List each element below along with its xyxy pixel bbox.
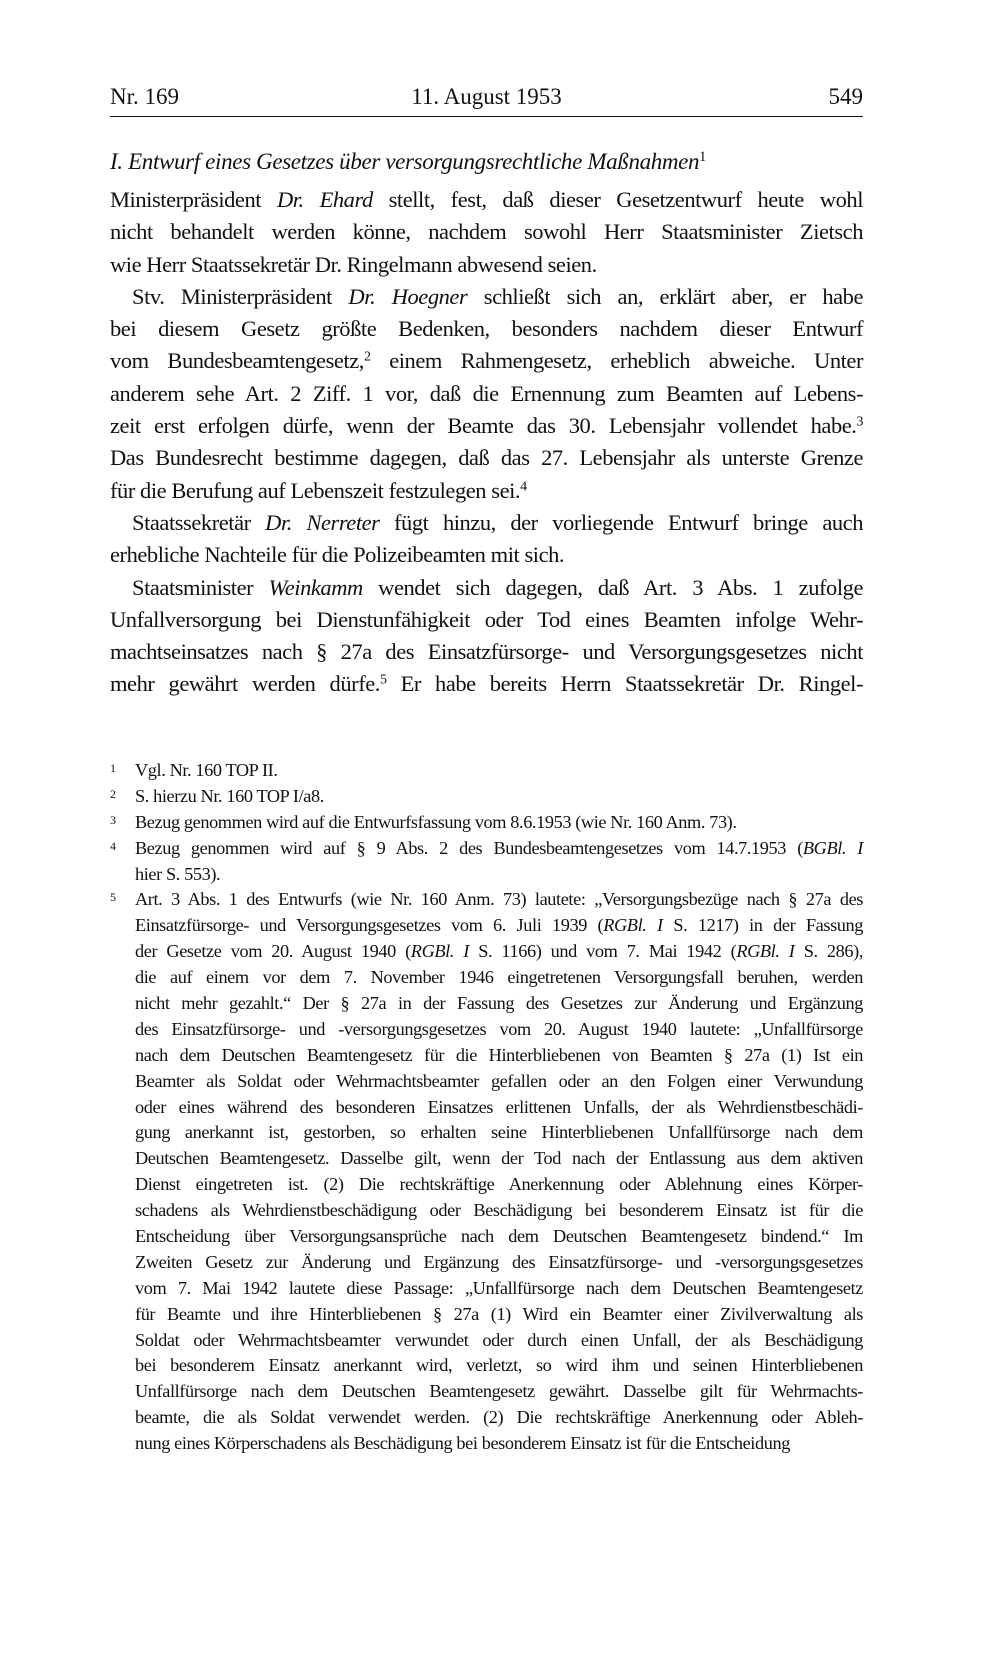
footnote-line: Bezug genommen wird auf § 9 Abs. 2 des Bundesbeamtengesetzes vom 14.7.1953 (BGBl. I [135, 837, 863, 858]
footnote-line: gung anerkannt ist, gestorben, so erhalten seine Hinterbliebenen Unfallfürsorge nach dem [135, 1122, 863, 1143]
text-line: Stv. Ministerpräsident Dr. Hoegner schließt sich an, erklärt aber, er habe [132, 283, 863, 309]
footnote-ref[interactable]: 5 [379, 672, 387, 688]
footnote-line: beamte, die als Soldat verwendet werden. (2) Die rechtskräftige Anerkennung oder Ableh- [135, 1407, 863, 1428]
text-line: nicht behandelt werden könne, nachdem sowohl Herr Staatsminister Zietsch [110, 219, 863, 245]
text-line: bei diesem Gesetz größte Bedenken, besonders nachdem dieser Entwurf [110, 316, 863, 342]
section-title-text: I. Entwurf eines Gesetzes über versorgungsrechtliche Maßnahmen [110, 149, 700, 174]
footnote-4 [110, 836, 863, 888]
main-text [110, 184, 863, 701]
footnote-line: Art. 3 Abs. 1 des Entwurfs (wie Nr. 160 Anm. 73) lautete: „Versorgungsbezüge nach § 27a des [135, 889, 863, 910]
text-line: vom Bundesbeamtengesetz,$^2$ einem Rahmengesetz, erheblich abweiche. Unter [110, 348, 864, 374]
document-date: 11. August 1953 [411, 84, 562, 109]
footnote-line: vom 7. Mai 1942 lautete diese Passage: „Unfallfürsorge nach dem Deutschen Beamtengesetz [135, 1277, 863, 1298]
footnote-line: oder eines während des besonderen Einsatzes erlittenen Unfalls, der als Wehrdienstbeschädi- [135, 1096, 863, 1117]
footnote-line: Beamter als Soldat oder Wehrmachtsbeamter gefallen oder an den Folgen einer Verwundung [135, 1070, 863, 1091]
footnote-3 [110, 810, 863, 836]
header-rule [110, 116, 863, 117]
text-line: erhebliche Nachteile für die Polizeibeamten mit sich. [110, 542, 565, 568]
footnote-line: schadens als Wehrdienstbeschädigung oder Beschädigung bei besonderem Einsatz ist für die [135, 1200, 863, 1221]
text-line: Staatsminister Weinkamm wendet sich dagegen, daß Art. 3 Abs. 1 zufolge [132, 574, 863, 600]
footnote-mark: 4 [110, 838, 116, 853]
footnote-mark: 3 [110, 812, 116, 827]
footnote-line: Bezug genommen wird auf die Entwurfsfassung vom 8.6.1953 (wie Nr. 160 Anm. 73). [135, 811, 737, 832]
footnote-line: für Beamte und ihre Hinterbliebenen § 27a (1) Wird ein Beamter einer Zivilverwaltung als [135, 1303, 863, 1324]
footnote-line: bei besonderem Einsatz anerkannt wird, verletzt, so wird ihm und seinen Hinterbliebenen [135, 1355, 863, 1376]
footnote-2 [110, 784, 863, 810]
text-line: wie Herr Staatssekretär Dr. Ringelmann abwesend seien. [110, 251, 597, 277]
footnote-line: Entscheidung über Versorgungsansprüche nach dem Deutschen Beamtengesetz bindend.“ Im [135, 1226, 863, 1247]
footnote-ref[interactable]: 3 [856, 414, 863, 430]
footnote-line: Soldat oder Wehrmachtsbeamter verwundet oder durch einen Unfall, der als Beschädigung [135, 1329, 863, 1350]
footnote-line: hier S. 553). [135, 863, 221, 884]
footnote-1 [110, 758, 863, 784]
footnote-line: der Gesetze vom 20. August 1940 (RGBl. I S. 1166) und vom 7. Mai 1942 (RGBl. I S. 286), [135, 941, 864, 962]
footnote-ref[interactable]: 4 [520, 479, 527, 494]
speaker-name: Dr. Ehard [276, 187, 373, 212]
section-title [110, 147, 863, 177]
footnote-line: Unfallfürsorge nach dem Deutschen Beamtengesetz gewährt. Dasselbe gilt für Wehrmachts- [135, 1381, 863, 1402]
text-line: machtseinsatzes nach § 27a des Einsatzfürsorge- und Versorgungsgesetzes nicht [110, 639, 863, 665]
speaker-name: Dr. Hoegner [348, 283, 468, 309]
text-line: zeit erst erfolgen dürfe, wenn der Beamte das 30. Lebensjahr vollendet habe.$^3$ [110, 413, 863, 439]
footnote-line: Zweiten Gesetz zur Änderung und Ergänzung des Einsatzfürsorge- und -versorgungsgesetzes [135, 1251, 863, 1272]
text-line: Unfallversorgung bei Dienstunfähigkeit oder Tod eines Beamten infolge Wehr- [110, 606, 863, 632]
text-line: Ministerpräsident Dr. Ehard stellt, fest, daß dieser Gesetzentwurf heute wohl [110, 187, 863, 212]
footnote-line: nicht mehr gezahlt.“ Der § 27a in der Fassung des Gesetzes zur Änderung und Ergänzung [135, 993, 863, 1014]
footnote-mark: 5 [110, 890, 116, 905]
footnote-line: Einsatzfürsorge- und Versorgungsgesetzes vom 6. Juli 1939 (RGBl. I S. 1217) in der Fassung [135, 915, 864, 936]
footnote-line: des Einsatzfürsorge- und -versorgungsgesetzes vom 20. August 1940 lautete: „Unfallfürsorge [135, 1018, 863, 1039]
footnote-ref[interactable]: 2 [363, 349, 371, 365]
citation-italic: BGBl. I [802, 837, 863, 858]
footnote-line: nung eines Körperschadens als Beschädigung bei besonderem Einsatz ist für die Entscheidung [135, 1433, 790, 1454]
citation-italic: RGBl. I [736, 941, 795, 962]
footnote-line: Dienst eingetreten ist. (2) Die rechtskräftige Anerkennung oder Ablehnung eines Körper- [135, 1174, 863, 1195]
footnote-line: Vgl. Nr. 160 TOP II. [135, 760, 278, 780]
footnote-line: nach dem Deutschen Beamtengesetz für die Hinterbliebenen von Beamten § 27a (1) Ist ein [135, 1044, 863, 1065]
footnote-line: S. hierzu Nr. 160 TOP I/a8. [135, 785, 324, 806]
footnote-mark: 1 [110, 761, 116, 775]
speaker-name: Dr. Nerreter [265, 509, 380, 535]
citation-italic: RGBl. I [603, 915, 663, 936]
document-number: Nr. 169 [110, 84, 179, 109]
footnotes [110, 758, 863, 1457]
text-line: mehr gewährt werden dürfe.$^5$ Er habe bereits Herrn Staatssekretär Dr. Ringel- [110, 671, 864, 697]
footnote-line: Deutschen Beamtengesetz. Dasselbe gilt, wenn der Tod nach der Entlassung aus dem aktiven [135, 1148, 863, 1169]
footnote-5 [110, 887, 863, 1457]
footnote-ref[interactable]: 1 [699, 149, 706, 166]
running-header [110, 82, 863, 112]
speaker-name: Weinkamm [268, 574, 363, 600]
footnote-line: die auf einem vor dem 7. November 1946 eingetretenen Versorgungsfall beruhen, werden [135, 967, 863, 988]
footnote-mark: 2 [110, 786, 116, 801]
citation-italic: RGBl. I [410, 941, 469, 962]
page-number: 549 [828, 84, 863, 109]
text-line: Staatssekretär Dr. Nerreter fügt hinzu, der vorliegende Entwurf bringe auch [132, 509, 864, 535]
text-line: Das Bundesrecht bestimme dagegen, daß das 27. Lebensjahr als unterste Grenze [110, 445, 863, 471]
text-line: für die Berufung auf Lebenszeit festzulegen sei.$^4$ [110, 477, 527, 503]
text-line: anderem sehe Art. 2 Ziff. 1 vor, daß die Ernennung zum Beamten auf Lebens- [110, 380, 863, 406]
